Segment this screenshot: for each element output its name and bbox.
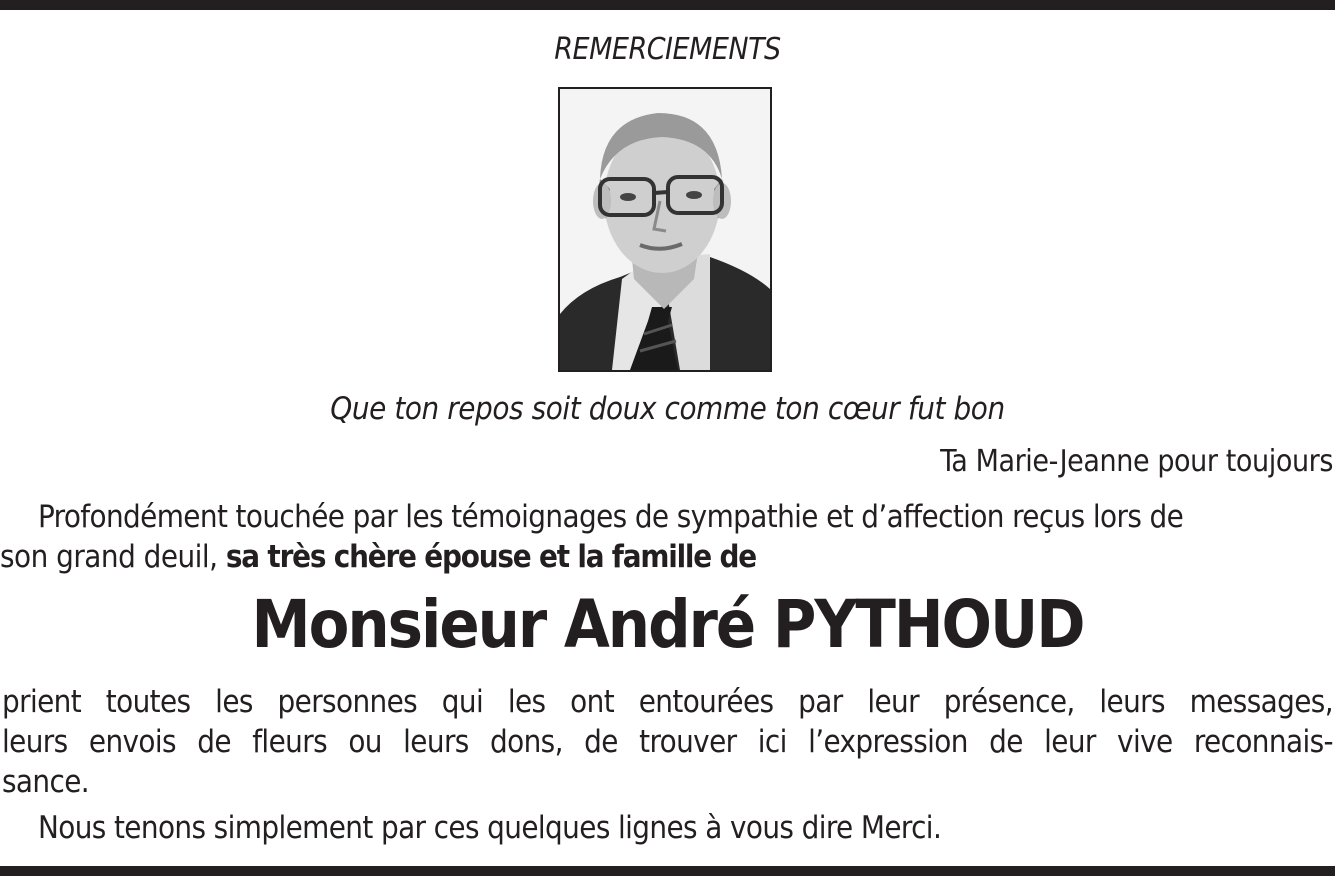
intro-paragraph (0, 497, 1335, 577)
body-line-1: prient toutes les personnes qui les ont entourées par leur présence, leurs messages, (2, 684, 1333, 720)
closing-line: Nous tenons simplement par ces quelques lignes à vous dire Merci. (38, 810, 942, 846)
intro-line-2-plain: son grand deuil, (0, 539, 226, 575)
intro-line-2 (0, 537, 1335, 577)
notice-heading: REMERCIEMENTS (554, 32, 781, 67)
portrait-illustration (560, 89, 770, 370)
portrait-photo-icon (558, 87, 772, 372)
body-paragraph (2, 682, 1333, 802)
top-border-rule (0, 0, 1335, 10)
bottom-border-rule (0, 866, 1335, 876)
deceased-name: Monsieur André PYTHOUD (251, 586, 1084, 663)
intro-line-1: Profondément touchée par les témoignages de sympathie et d’affection reçus lors de (38, 499, 1184, 535)
intro-line-2-bold: sa très chère épouse et la famille de (225, 539, 756, 575)
signature-line: Ta Marie-Jeanne pour toujours (940, 444, 1333, 479)
memorial-quote: Que ton repos soit doux comme ton cœur fut bon (330, 391, 1005, 427)
body-line-2: leurs envois de fleurs ou leurs dons, de trouver ici l’expression de leur vive reconnais- (2, 724, 1333, 760)
body-line-3: sance. (2, 764, 90, 800)
